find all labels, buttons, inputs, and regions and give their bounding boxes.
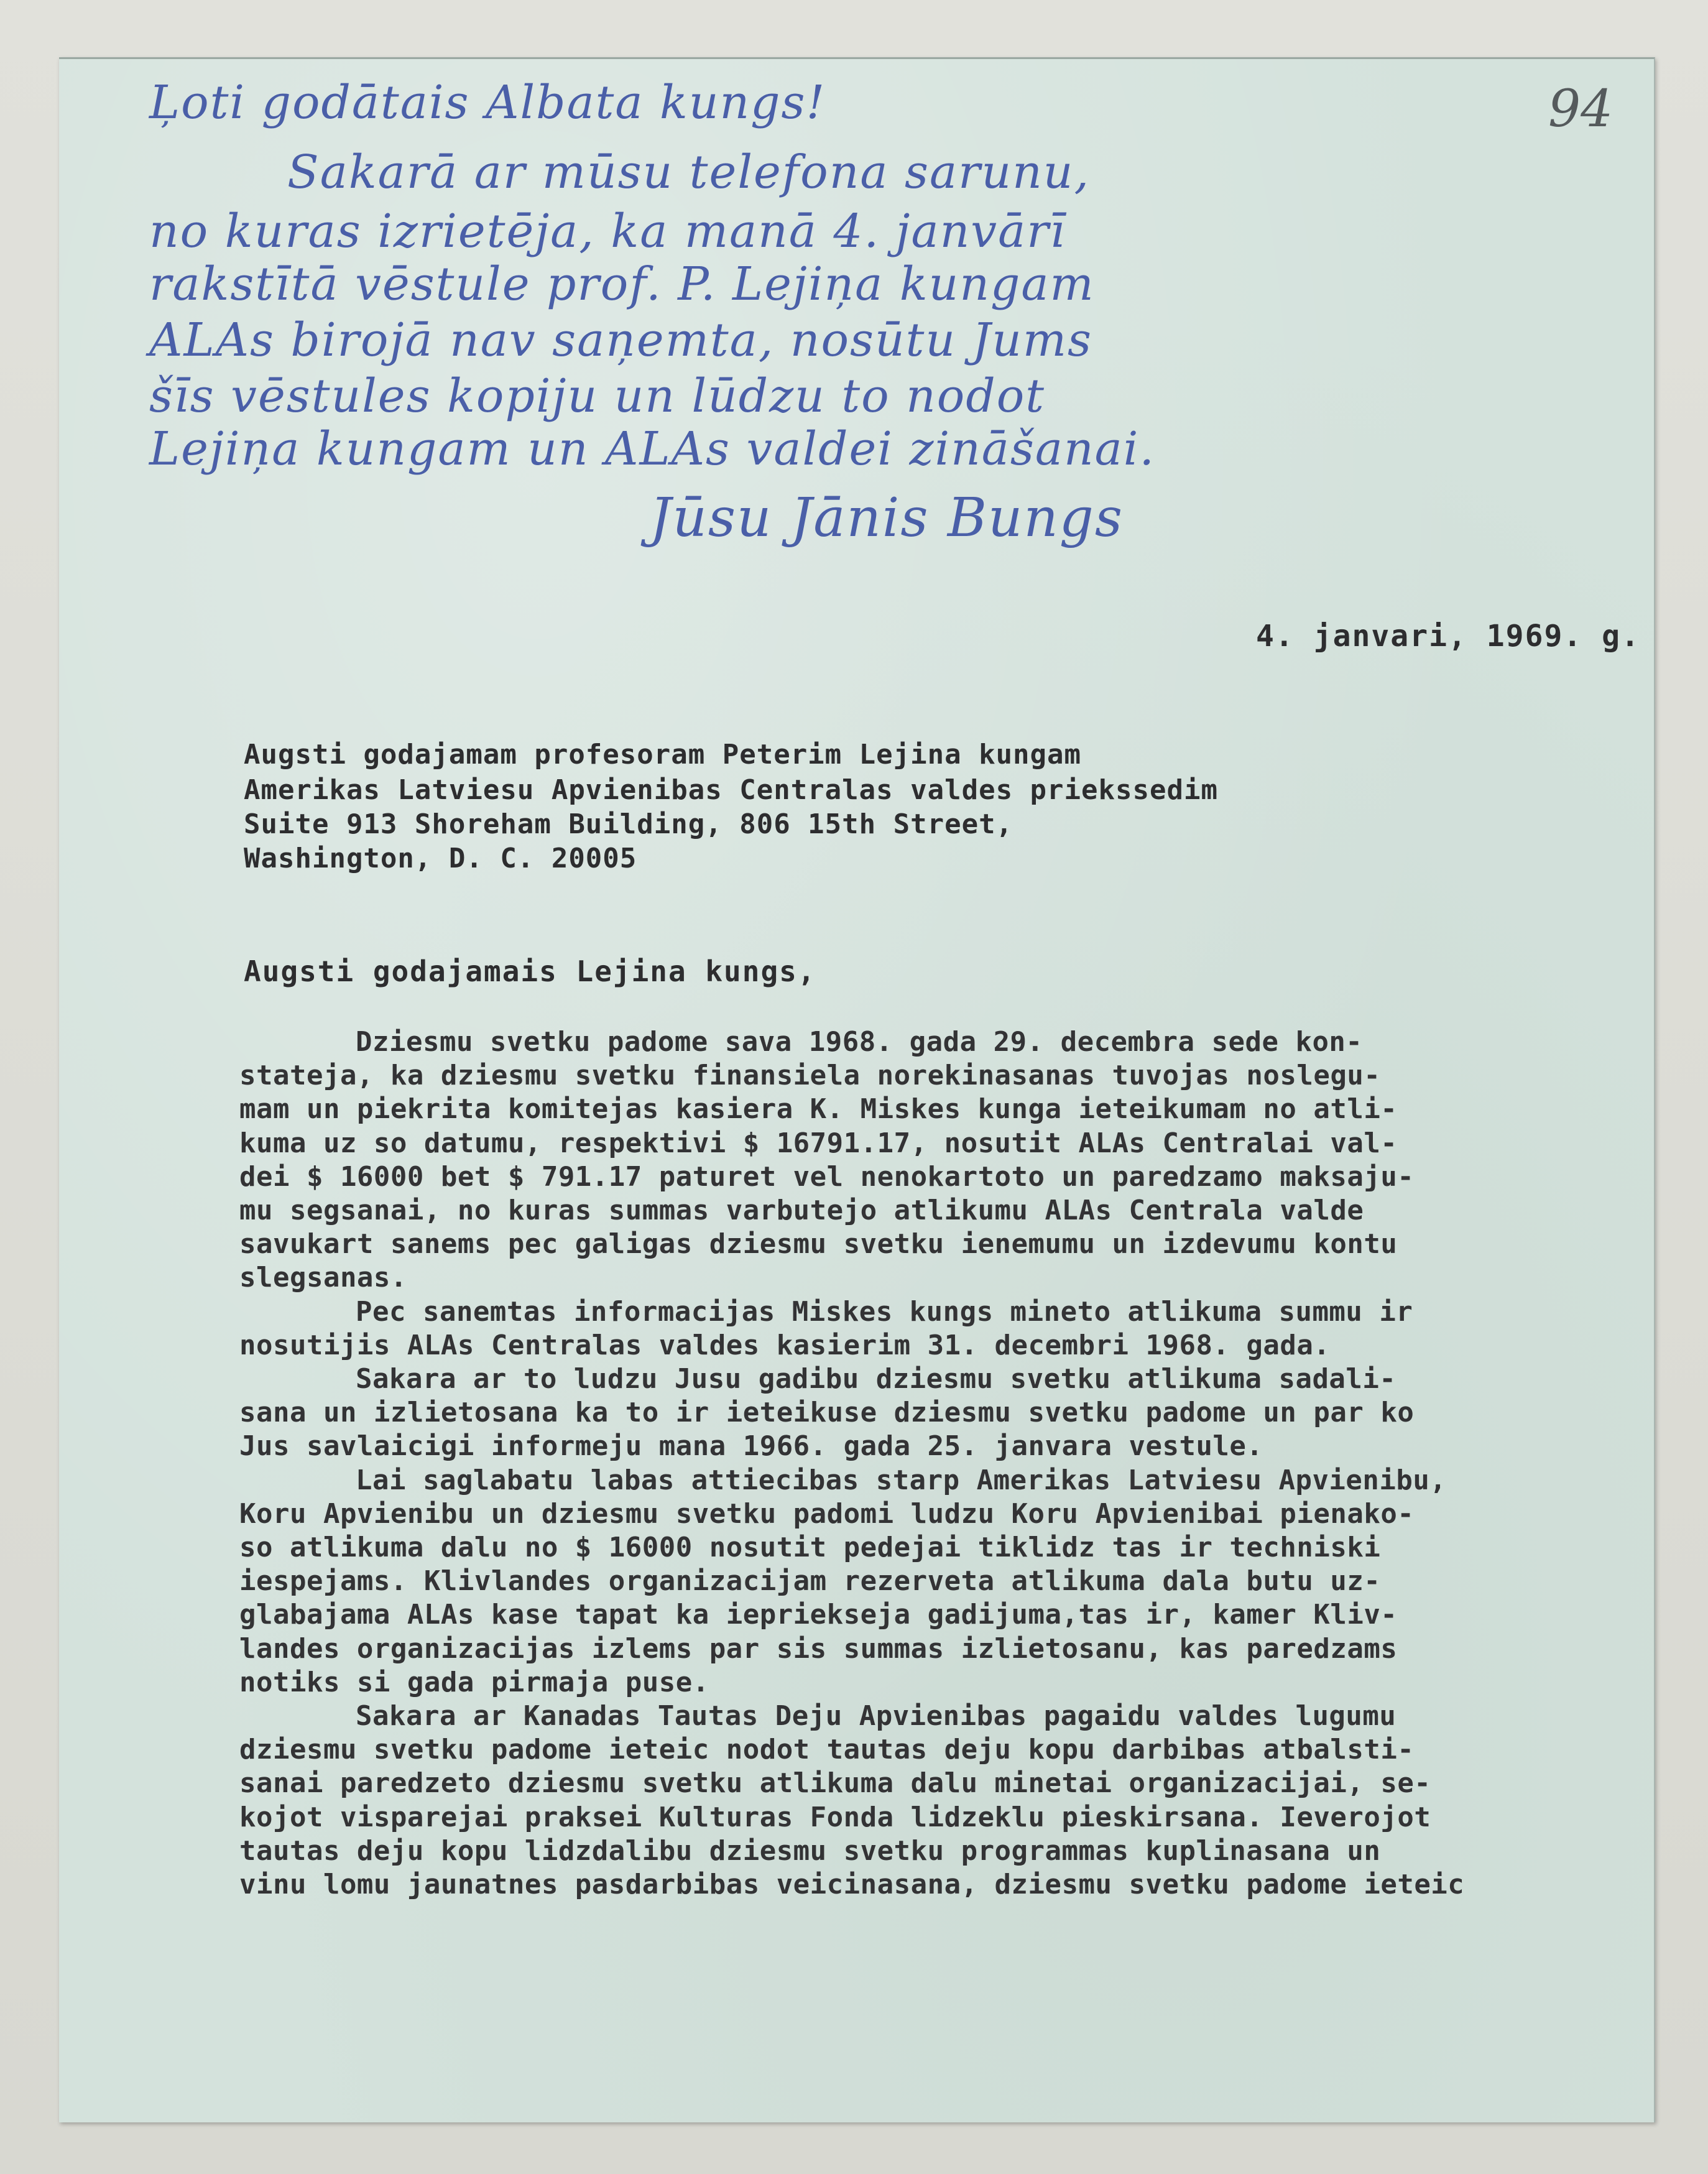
body-line: stateja, ka dziesmu svetku finansiela norekinasanas tuvojas noslegu- [239,1060,1381,1092]
body-line: iespejams. Klivlandes organizacijam rezerveta atlikuma dala butu uz- [239,1565,1381,1598]
body-line: mu segsanai, no kuras summas varbutejo atlikumu ALAs Centrala valde [239,1195,1364,1226]
body-line: Koru Apvienibu un dziesmu svetku padomi ludzu Koru Apvienibai pienako- [239,1497,1415,1530]
address-line: Augsti godajamam profesoram Peterim Lejina kungam [244,739,1082,770]
body-line: notiks si gada pirmaja puse. [239,1666,709,1698]
body-line: Pec sanemtas informacijas Miskes kungs mineto atlikuma summu ir [356,1295,1413,1328]
handwritten-line: ALAs birojā nav saņemta, nosūtu Jums [149,313,1093,367]
body-line: vinu lomu jaunatnes pasdarbibas veicinasana, dziesmu svetku padome ieteic [239,1869,1465,1900]
handwritten-line: rakstītā vēstule prof. P. Lejiņa kungam [149,257,1095,311]
body-line: Dziesmu svetku padome sava 1968. gada 29. decembra sede kon- [356,1026,1363,1058]
body-line: nosutijis ALAs Centralas valdes kasierim 31. decembri 1968. gada. [239,1329,1331,1361]
body-line: savukart sanems pec galigas dziesmu svetku ienemumu un izdevumu kontu [239,1228,1398,1260]
handwritten-note [0,0,1155,549]
handwritten-line: šīs vēstules kopiju un lūdzu to nodot [149,369,1046,423]
body-line: Jus savlaicigi informeju mana 1966. gada 25. janvara vestule. [239,1430,1263,1463]
body-line: dziesmu svetku padome ieteic nodot tautas deju kopu darbibas atbalsti- [239,1734,1415,1766]
address-line: Suite 913 Shoreham Building, 806 15th Street, [244,808,1013,840]
handwritten-line: Lejiņa kungam un ALAs valdei zināšanai. [149,422,1155,476]
body-line: Sakara ar Kanadas Tautas Deju Apvienibas pagaidu valdes lugumu [356,1700,1396,1732]
handwritten-line: no kuras izrietēja, ka manā 4. janvārī [149,205,1066,258]
address-line: Amerikas Latviesu Apvienibas Centralas valdes priekssedim [244,774,1218,806]
body-line: landes organizacijas izlems par sis summas izlietosanu, kas paredzams [239,1632,1398,1665]
page-number: 94 [1548,80,1613,139]
body-line: tautas deju kopu lidzdalibu dziesmu svetku programmas kuplinasana un [239,1834,1381,1867]
body-line: so atlikuma dalu no $ 16000 nosutit pedejai tiklidz tas ir techniski [239,1532,1381,1563]
address-line: Washington, D. C. 20005 [244,843,637,874]
body-line: dei $ 16000 bet $ 791.17 paturet vel nenokartoto un paredzamo maksaju- [239,1160,1415,1193]
letter-date: 4. janvari, 1969. g. [1256,619,1640,654]
body-line: kojot visparejai praksei Kulturas Fonda lidzeklu pieskirsana. Ieverojot [239,1801,1431,1833]
handwritten-signature: Jūsu Jānis Bungs [650,487,1124,549]
body-line: sana un izlietosana ka to ir ieteikuse dziesmu svetku padome un par ko [239,1397,1415,1429]
body-line: Lai saglabatu labas attiecibas starp Amerikas Latviesu Apvienibu, [356,1464,1447,1496]
body-line: slegsanas. [239,1262,407,1294]
handwritten-line: Ļoti godātais Albata kungs! [149,76,826,129]
body-line: glabajama ALAs kase tapat ka iepriekseja gadijuma,tas ir, kamer Kliv- [239,1599,1398,1631]
body-line: Sakara ar to ludzu Jusu gadibu dziesmu svetku atlikuma sadali- [356,1363,1396,1395]
salutation: Augsti godajamais Lejina kungs, [244,955,816,988]
body-line: mam un piekrita komitejas kasiera K. Miskes kunga ieteikumam no atli- [239,1093,1398,1126]
body-line: sanai paredzeto dziesmu svetku atlikuma dalu minetai organizacijai, se- [239,1767,1431,1800]
body-line: kuma uz so datumu, respektivi $ 16791.17, nosutit ALAs Centralai val- [239,1127,1398,1159]
handwritten-line: Sakarā ar mūsu telefona sarunu, [287,146,1090,199]
